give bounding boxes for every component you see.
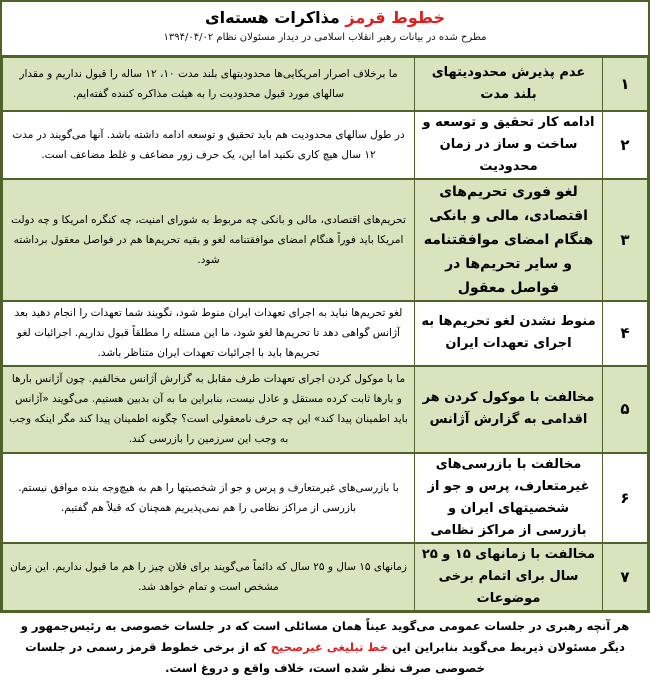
title-rest: مذاکرات هسته‌ای: [205, 8, 340, 27]
row-number: ۲: [603, 111, 648, 179]
row-number: ۳: [603, 179, 648, 301]
row-description: لغو تحریم‌ها نباید به اجرای تعهدات ایران منوط شود، نگویند شما تعهدات را انجام دهید بعد آژانس گواهی دهد تا تحریم‌ها لغو شود، ما این مسئله را مطلقاً قبول نداریم. اجرائیات لغو تحریم‌ها باید با اجرائیات تعهدات ایران متناظر باشد.: [3, 301, 415, 366]
row-title: ادامه کار تحقیق و توسعه و ساخت و ساز در زمان محدودیت: [415, 111, 603, 179]
table-row: [3, 58, 648, 111]
row-description: ما برخلاف اصرار امریکایی‌ها محدودیتهای بلند مدت ۱۰، ۱۲ ساله را قبول نداریم و مقدار سالهای مورد قبول محدودیت را به هیئت مذاکره کننده گفته‌ایم.: [3, 58, 415, 111]
table-row: [3, 179, 648, 301]
row-title: لغو فوری تحریم‌های اقتصادی، مالی و بانکی هنگام امضای موافقتنامه و سایر تحریم‌ها در فواصل معقول: [415, 179, 603, 301]
table-row: [3, 111, 648, 179]
table-row: [3, 366, 648, 453]
page-subtitle: مطرح شده در بیانات رهبر انقلاب اسلامی در دیدار مسئولان نظام ۱۳۹۴/۰۴/۰۲: [163, 32, 487, 43]
red-lines-table: [2, 57, 648, 612]
page-title: [2, 2, 648, 29]
row-number: ۶: [603, 453, 648, 543]
footer-note: [2, 612, 648, 683]
row-title: منوط نشدن لغو تحریم‌ها به اجرای تعهدات ایران: [415, 301, 603, 366]
row-title: عدم پذیرش محدودیتهای بلند مدت: [415, 58, 603, 111]
row-description: با بازرسی‌های غیرمتعارف و پرس و جو از شخصیتها را هم به هیچ‌وجه بنده موافق نیستم. بازرسی از مراکز نظامی را هم نمی‌پذیریم همچنان که قبلاً هم گفتیم.: [3, 453, 415, 543]
table-row: [3, 453, 648, 543]
row-number: ۷: [603, 543, 648, 611]
title-red-part: خطوط قرمز: [345, 8, 445, 27]
footer-red-text: خط تبلیغی غیرصحیح: [270, 639, 388, 654]
row-title: مخالفت با زمانهای ۱۵ و ۲۵ سال برای اتمام برخی موضوعات: [415, 543, 603, 611]
row-title: مخالفت با بازرسی‌های غیرمتعارف، پرس و جو از شخصیتهای ایران و بازرسی از مراکز نظامی: [415, 453, 603, 543]
document-header: [2, 2, 648, 57]
row-description: تحریم‌های اقتصادی، مالی و بانکی چه مربوط به شورای امنیت، چه کنگره امریکا و چه دولت امریکا باید فوراً هنگام امضای موافقتنامه لغو و بقیه تحریم‌ها هم در فواصل معقول برداشته شود.: [3, 179, 415, 301]
row-description: در طول سالهای محدودیت هم باید تحقیق و توسعه ادامه داشته باشد. آنها می‌گویند در مدت ۱۲ سال هیچ کاری نکنید اما این، یک حرف زور مضاعف و غلط مضاعف است.: [3, 111, 415, 179]
row-number: ۵: [603, 366, 648, 453]
row-title: مخالفت با موکول کردن هر اقدامی به گزارش آژانس: [415, 366, 603, 453]
row-description: زمانهای ۱۵ سال و ۲۵ سال که دائماً می‌گویند برای فلان چیز را هم ما قبول نداریم. این زمان مشخص است و تمام خواهد شد.: [3, 543, 415, 611]
footer-text-1: هر آنچه رهبری در جلسات عمومی می‌گوید عیناً همان مسائلی است که در جلسات خصوصی به رئیس‌جمهور و دیگر مسئولان ذیربط می‌گوید بنابراین این: [20, 618, 630, 654]
row-number: ۱: [603, 58, 648, 111]
row-description: ما با موکول کردن اجرای تعهدات طرف مقابل به گزارش آژانس مخالفیم. چون آژانس بارها و بارها ثابت کرده مستقل و عادل نیست، بنابراین ما به آن بدبین هستیم. می‌گویند «آژانس باید اطمینان پیدا کند» این چه حرف نامعقولی است؟ چگونه اطمینان پیدا کند مگر اینکه وجب به وجب این سرزمین را بازرسی کند.: [3, 366, 415, 453]
table-row: [3, 543, 648, 611]
footer-text-2: که از برخی خطوط قرمز رسمی در جلسات خصوصی صرف نظر شده است، خلاف واقع و دروغ است.: [25, 639, 485, 675]
table-row: [3, 301, 648, 366]
row-number: ۴: [603, 301, 648, 366]
